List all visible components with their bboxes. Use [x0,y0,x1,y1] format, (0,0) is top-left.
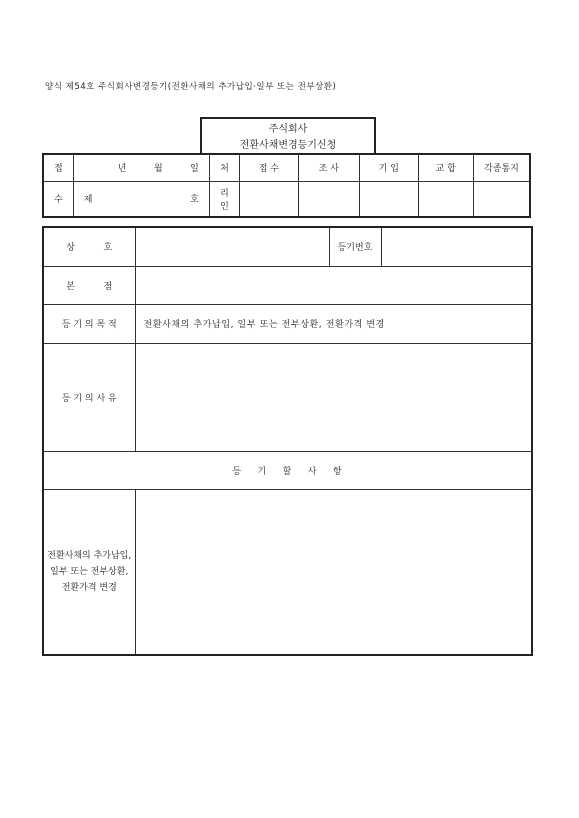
stamp-receipt[interactable] [240,181,298,217]
receipt-label-top: 접 [43,154,73,181]
title-line-2: 전환사채변경등기신청 [239,140,337,151]
processor-label-3: 인 [220,201,229,212]
company-name-field[interactable] [135,227,329,266]
item-label: 전환사채의 추가납입, 일부 또는 전부상환, 전환가격 변경 [43,489,135,655]
title-line-1: 주식회사 [268,124,308,135]
purpose-label: 등 기 의 목 적 [43,304,135,343]
purpose-value[interactable]: 전환사채의 추가납입, 일부 또는 전부상환, 전환가격 변경 [135,304,532,343]
stamp-investigation[interactable] [298,181,360,217]
col-entry: 기 입 [360,154,418,181]
form-title [200,117,376,155]
reason-label: 등 기 의 사 유 [43,343,135,451]
col-notices: 각종통지 [473,154,530,181]
stamp-collation[interactable] [418,181,473,217]
receipt-label-bottom: 수 [43,181,73,217]
year-label: 년 [117,164,127,175]
col-collation: 교 합 [418,154,473,181]
processor-label [209,181,239,217]
col-receipt: 접 수 [240,154,298,181]
processor-label-1: 처 [209,154,239,181]
day-label: 일 [190,164,199,175]
number-suffix: 호 [190,195,199,206]
company-name-label: 상 호 [43,227,135,266]
registration-no-field[interactable] [381,227,532,266]
receipt-table [42,153,531,218]
processor-label-2: 리 [220,188,229,199]
col-investigation: 조 사 [298,154,360,181]
number-prefix: 제 [83,195,93,206]
reason-field[interactable] [135,343,532,451]
registration-table [42,226,533,656]
head-office-field[interactable] [135,266,532,304]
stamp-notices[interactable] [473,181,530,217]
receipt-date-cell[interactable] [73,154,209,181]
stamp-entry[interactable] [360,181,418,217]
head-office-label: 본 점 [43,266,135,304]
receipt-number-cell[interactable] [73,181,209,217]
month-label: 월 [153,164,163,175]
form-caption: 양식 제54호 주식회사변경등기(전환사채의 추가납입·일부 또는 전부상환) [45,82,337,92]
item-field[interactable] [135,489,532,655]
registration-no-label: 등기번호 [329,227,381,266]
items-header: 등 기 할 사 항 [43,451,532,489]
